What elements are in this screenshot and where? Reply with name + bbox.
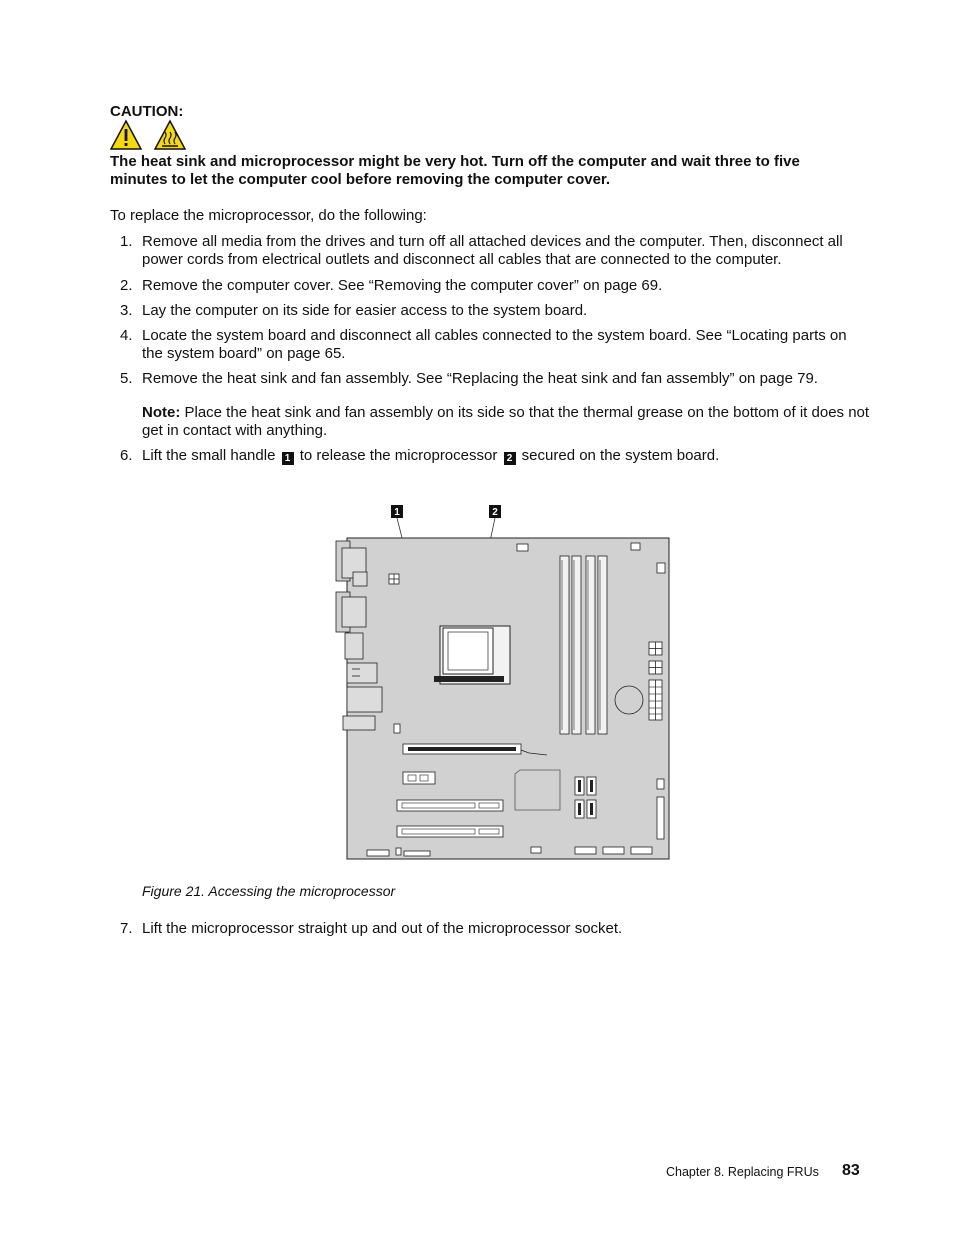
steps-list xyxy=(110,233,870,465)
callout-badge: 1 xyxy=(282,452,294,465)
step-item xyxy=(110,370,870,388)
step-text: Lift the microprocessor straight up and out of the microprocessor socket. xyxy=(142,920,623,937)
system-board-figure xyxy=(330,500,680,870)
step-text: to release the microprocessor xyxy=(295,447,502,464)
step-item xyxy=(110,447,870,465)
step-text: Locate the system board and disconnect all cables connected to the system board. See “Locating parts on the system board” on page 65. xyxy=(142,327,847,362)
note xyxy=(110,404,870,440)
step-text: Lift the small handle xyxy=(142,447,280,464)
figure-callout-2 xyxy=(489,505,501,518)
caution-text: The heat sink and microprocessor might be very hot. Turn off the computer and wait three to five minutes to let the computer cool before removing the computer cover. xyxy=(110,153,800,188)
intro-text: To replace the microprocessor, do the following: xyxy=(110,207,427,224)
step-item xyxy=(110,920,870,938)
step-number: 7. xyxy=(120,920,133,937)
step-number: 2. xyxy=(120,277,133,294)
step-text: Remove all media from the drives and turn off all attached devices and the computer. Then, disconnect all power cords from electrical outlets and disconnect all cables that are connected to the computer. xyxy=(142,233,843,268)
figure-caption: Figure 21. Accessing the microprocessor xyxy=(142,883,396,899)
step-number: 5. xyxy=(120,370,133,387)
exclamation-warning-icon xyxy=(111,121,141,149)
note-label: Note: xyxy=(142,404,181,421)
step-number: 4. xyxy=(120,327,133,344)
step-number: 1. xyxy=(120,233,133,250)
step-text: Remove the heat sink and fan assembly. See “Replacing the heat sink and fan assembly” on page 79. xyxy=(142,370,818,387)
callout-badge: 2 xyxy=(504,452,516,465)
warning-icons xyxy=(110,119,190,151)
step-7-block xyxy=(110,920,870,938)
step-item xyxy=(110,277,870,295)
step-text: secured on the system board. xyxy=(517,447,720,464)
hot-surface-icon xyxy=(155,121,185,149)
step-item xyxy=(110,327,870,363)
footer-chapter: Chapter 8. Replacing FRUs xyxy=(666,1165,819,1179)
caution-title: CAUTION: xyxy=(110,103,184,120)
page-number: 83 xyxy=(842,1162,860,1179)
step-number: 6. xyxy=(120,447,133,464)
figure-callout-1 xyxy=(391,505,403,518)
step-item xyxy=(110,302,870,320)
svg-text:1: 1 xyxy=(394,507,400,518)
note-text: Place the heat sink and fan assembly on its side so that the thermal grease on the bottom of it does not get in contact with anything. xyxy=(142,404,870,439)
system-board xyxy=(347,538,669,859)
step-text: Remove the computer cover. See “Removing the computer cover” on page 69. xyxy=(142,277,663,294)
step-item xyxy=(110,233,870,269)
svg-text:2: 2 xyxy=(492,507,498,518)
step-number: 3. xyxy=(120,302,133,319)
step-text: Lay the computer on its side for easier access to the system board. xyxy=(142,302,588,319)
